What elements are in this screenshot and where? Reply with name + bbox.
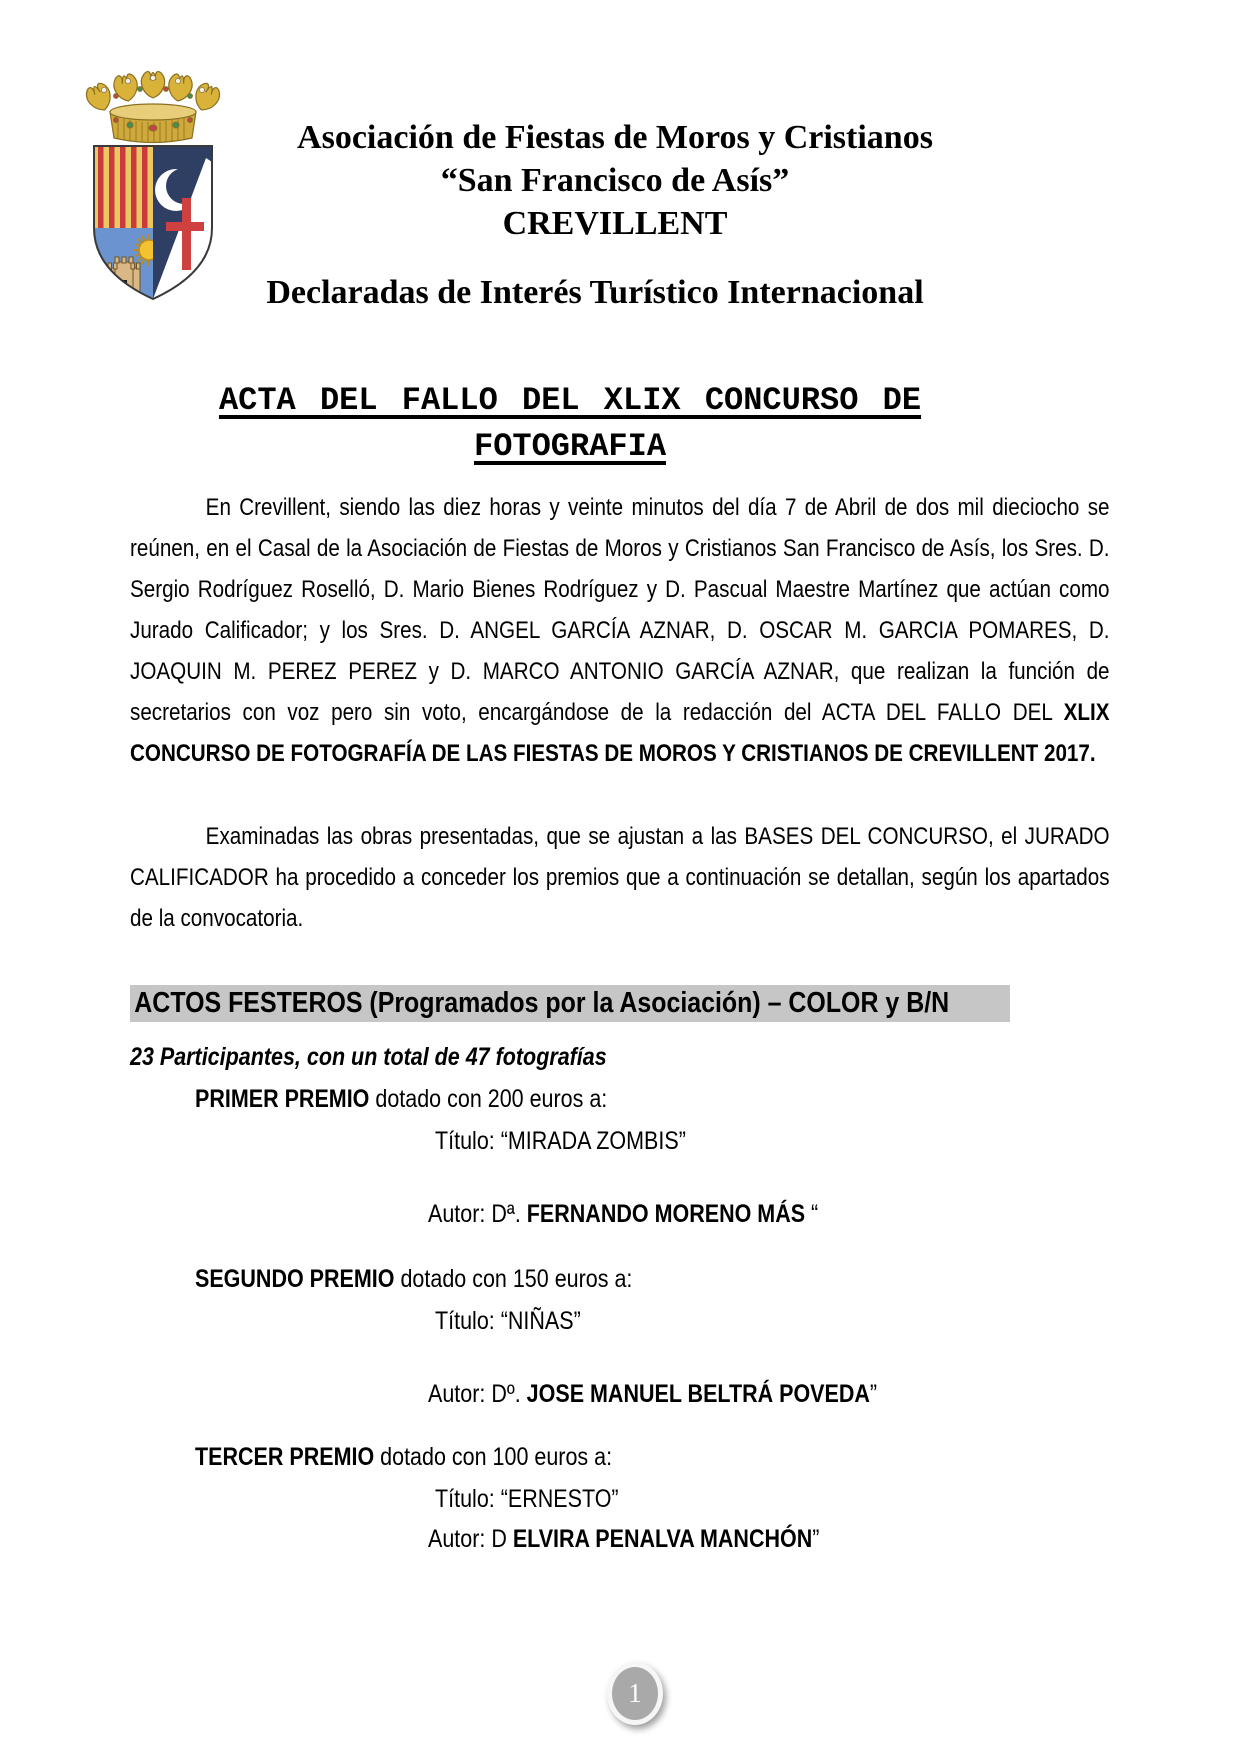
prize-1-author-prefix: Dª. (491, 1200, 527, 1228)
page-number: 1 (628, 1678, 642, 1708)
prize-3-title-label: Título: (435, 1485, 501, 1513)
prize-3-author-suffix: ” (812, 1525, 820, 1553)
prize-2-author-name: JOSE MANUEL BELTRÁ POVEDA (526, 1380, 870, 1408)
org-name-line3: CREVILLENT (502, 205, 728, 242)
prize-1-title-line (435, 1127, 686, 1156)
prize-3-heading (195, 1443, 612, 1472)
prize-2-author-label: Autor: (428, 1380, 492, 1408)
prize-3-title-value: “ERNESTO” (500, 1485, 619, 1513)
prize-3-author-label: Autor: (428, 1525, 492, 1553)
prize-2-heading-rest: dotado con 150 euros a: (394, 1265, 633, 1293)
paragraph-1-bold-text: XLIX CONCURSO DE FOTOGRAFÍA DE LAS FIESTAS DE MOROS Y CRISTIANOS DE CREVILLENT 2017. (130, 699, 1110, 767)
participants-note: 23 Participantes, con un total de 47 fotografías (130, 1043, 607, 1071)
prize-1-author-label: Autor: (428, 1200, 492, 1228)
section-header-bar (130, 985, 1010, 1022)
document-title-line2: FOTOGRAFIA (473, 428, 667, 465)
document-title (130, 378, 1010, 470)
prize-2-author-suffix: ” (869, 1380, 878, 1408)
prize-2-name: SEGUNDO PREMIO (195, 1265, 395, 1293)
prize-1-author-suffix: “ (805, 1200, 819, 1228)
prize-3-heading-rest: dotado con 100 euros a: (374, 1443, 613, 1471)
prize-1-author-line (428, 1200, 818, 1229)
prize-1-heading-rest: dotado con 200 euros a: (369, 1085, 608, 1113)
prize-3-author-line (428, 1525, 819, 1554)
crevillent-crest-icon (70, 50, 236, 305)
coat-of-arms (70, 50, 236, 305)
prize-1-name: PRIMER PREMIO (195, 1085, 370, 1113)
document-title-line1: ACTA DEL FALLO DEL XLIX CONCURSO DE (218, 382, 922, 419)
paragraph-1-text: En Crevillent, siendo las diez horas y veinte minutos del día 7 de Abril de dos mil dieciocho se reúnen, en el Casal de la Asociación de Fiestas de Moros y Cristianos San Francisco de Asís, los Sres. D. Sergio Rodríguez Roselló, D. Mario Bienes Rodríguez y D. Pascual Maestre Martínez que actúan como Jurado Calificador; y los Sres. D. ANGEL GARCÍA AZNAR, D. OSCAR M. GARCIA POMARES, D. JOAQUIN M. PEREZ PEREZ y D. MARCO ANTONIO GARCÍA AZNAR, que realizan la función de secretarios con voz pero sin voto, encargándose de la redacción del ACTA DEL FALLO DEL (130, 494, 1110, 726)
prize-1-title-label: Título: (435, 1127, 501, 1155)
prize-1-author-name: FERNANDO MORENO MÁS (526, 1200, 806, 1228)
page-number-badge (607, 1662, 663, 1725)
prize-2-author-line (428, 1380, 877, 1409)
org-header (230, 116, 1000, 245)
prize-2-title-label: Título: (435, 1307, 501, 1335)
paragraph-2-text: Examinadas las obras presentadas, que se ajustan a las BASES DEL CONCURSO, el JURADO CALIFICADOR ha procedido a conceder los premios que a continuación se detallan, según los apartados de la convocatoria. (130, 823, 1110, 932)
prize-1-heading (195, 1085, 607, 1114)
prize-2-heading (195, 1265, 632, 1294)
prize-2-title-line (435, 1307, 581, 1336)
prize-2-author-prefix: Dº. (491, 1380, 527, 1408)
crown-icon (83, 72, 222, 143)
body-paragraph-2 (130, 816, 1110, 939)
prize-2-title-value: “NIÑAS” (500, 1307, 581, 1335)
body-paragraph-1 (130, 487, 1110, 774)
prize-3-author-prefix: D (491, 1525, 513, 1553)
org-name-line1: Asociación de Fiestas de Moros y Cristianos (297, 119, 933, 156)
org-name-line2: “San Francisco de Asís” (440, 162, 790, 199)
prize-3-author-name: ELVIRA PENALVA MANCHÓN (512, 1525, 813, 1553)
section-header-label: ACTOS FESTEROS (Programados por la Asociación) – COLOR y B/N (134, 987, 950, 1019)
prize-3-name: TERCER PREMIO (195, 1443, 375, 1471)
prize-3-title-line (435, 1485, 619, 1514)
declaration-line: Declaradas de Interés Turístico Internacional (266, 274, 924, 311)
prize-1-title-value: “MIRADA ZOMBIS” (500, 1127, 686, 1155)
